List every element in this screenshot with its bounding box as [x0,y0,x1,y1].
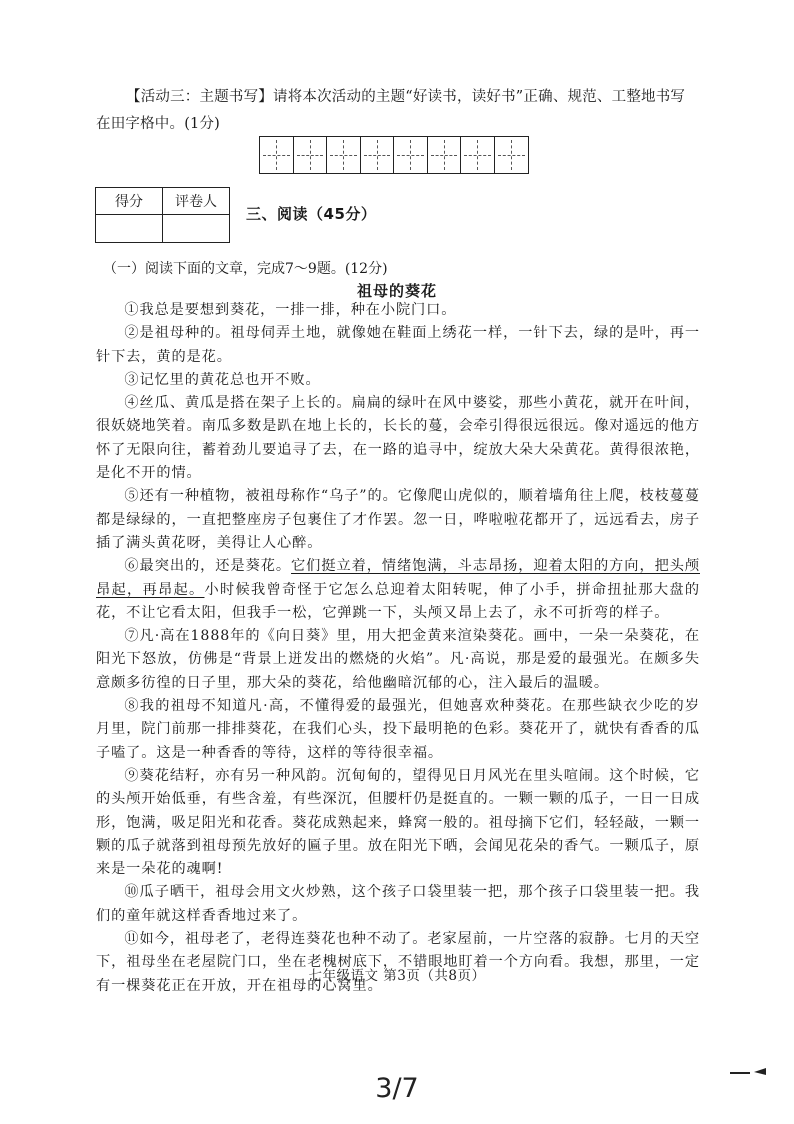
score-table [95,187,230,243]
article-body [96,299,700,998]
tianzi-cell[interactable] [294,137,328,173]
article-title: 祖母的葵花 [356,282,437,300]
paragraph-11: ⑪如今，祖母老了，老得连葵花也种不动了。老家屋前，一片空落的寂静。七月的天空下，祖母坐在老屋院门口，坐在老槐树底下，不错眼地盯着一个方向看。我想，那里，一定有一棵葵花正在开放，开在祖母的心窝里。 [96,931,700,994]
score-label: 得分 [96,188,163,215]
underlined-sentence: 它们挺立着，情绪饱满，斗志昂扬，迎着太阳的方向，把头颅昂起，再昂起。 [96,558,700,598]
paragraph-10: ⑩瓜子晒干，祖母会用文火炒熟，这个孩子口袋里装一把，那个孩子口袋里装一把。我们的童年就这样香香地过来了。 [96,884,700,924]
grader-cell[interactable] [163,215,230,243]
paragraph-6 [96,555,700,625]
tianzi-cell[interactable] [260,137,294,173]
paragraph-4: ④丝瓜、黄瓜是搭在架子上长的。扁扁的绿叶在风中婆娑，那些小黄花，就开在叶间，很妖娆地笑着。南瓜多数是趴在地上长的，长长的蔓，会牵引得很远很远。像对遥远的他方怀了无限向往，蓄着劲儿要追寻了去，在一路的追寻中，绽放大朵大朵黄花。黄得很浓艳，是化不开的情。 [96,395,700,482]
paragraph-1: ①我总是要想到葵花，一排一排，种在小院门口。 [124,302,457,318]
tianzi-cell[interactable] [428,137,462,173]
paragraph-8: ⑧我的祖母不知道凡·高，不懂得爱的最强光，但她喜欢种葵花。在那些缺衣少吃的岁月里，院门前那一排排葵花，在我们心头，投下最明艳的色彩。葵花开了，就快有香香的瓜子嗑了。这是一种香香的等待，这样的等待很幸福。 [96,698,700,761]
paragraph-2: ②是祖母种的。祖母伺弄土地，就像她在鞋面上绣花一样，一针下去，绿的是叶，再一针下去，黄的是花。 [96,325,700,365]
paragraph-6-end: 小时候我曾奇怪于它怎么总迎着太阳转呢，伸了小手，拼命扭扯那大盘的花，不让它看太阳，但我手一松，它弹跳一下，头颅又昂上去了，永不可折弯的样子。 [96,581,700,621]
activity-text: 【活动三：主题书写】请将本次活动的主题“好读书，读好书”正确、规范、工整地书写在田字格中。(1分) [96,89,686,132]
paragraph-7: ⑦凡·高在1888年的《向日葵》里，用大把金黄来渲染葵花。画中，一朵一朵葵花，在阳光下怒放，仿佛是“背景上迸发出的燃烧的火焰”。凡·高说，那是爱的最强光。在颇多失意颇多彷徨的日子里，那大朵的葵花，给他幽暗沉郁的心，注入最后的温暖。 [96,628,700,691]
tianzi-cell[interactable] [461,137,495,173]
activity-three-instruction [96,84,696,138]
section-title: 三、阅读（45分） [246,205,377,223]
paragraph-3: ③记忆里的黄花总也开不败。 [124,371,321,388]
paragraph-5: ⑤还有一种植物，被祖母称作“乌子”的。它像爬山虎似的，顺着墙角往上爬，枝枝蔓蔓都是绿绿的，一直把整座房子包裹住了才作罢。忽一日，哗啦啦花都开了，远远看去，房子插了满头黄花呀，美得让人心醉。 [96,488,700,551]
question-intro: （一）阅读下面的文章，完成7～9题。(12分) [103,261,388,277]
grader-label: 评卷人 [163,188,230,215]
tianzi-cell[interactable] [361,137,395,173]
tianzi-cell[interactable] [495,137,529,173]
paragraph-9: ⑨葵花结籽，亦有另一种风韵。沉甸甸的，望得见日月风光在里头喧闹。这个时候，它的头颅开始低垂，有些含羞，有些深沉，但腰杆仍是挺直的。一颗一颗的瓜子，一日一日成形，饱满，吸足阳光和花香。葵花成熟起来，蜂窝一般的。祖母摘下它们，轻轻敲，一颗一颗的瓜子就落到祖母预先放好的匾子里。放在阳光下晒，会闻见花朵的香气。一颗瓜子，原来是一朵花的魂啊! [96,767,700,878]
tianzi-cell[interactable] [394,137,428,173]
paragraph-6-start: ⑥最突出的，还是葵花。 [124,558,292,575]
page-indicator: 3/7 [375,1073,419,1104]
tianzi-grid[interactable] [259,136,529,174]
tianzi-cell[interactable] [327,137,361,173]
page-footer: 七年级语文 第3页（共8页） [308,968,486,984]
score-cell[interactable] [96,215,163,243]
